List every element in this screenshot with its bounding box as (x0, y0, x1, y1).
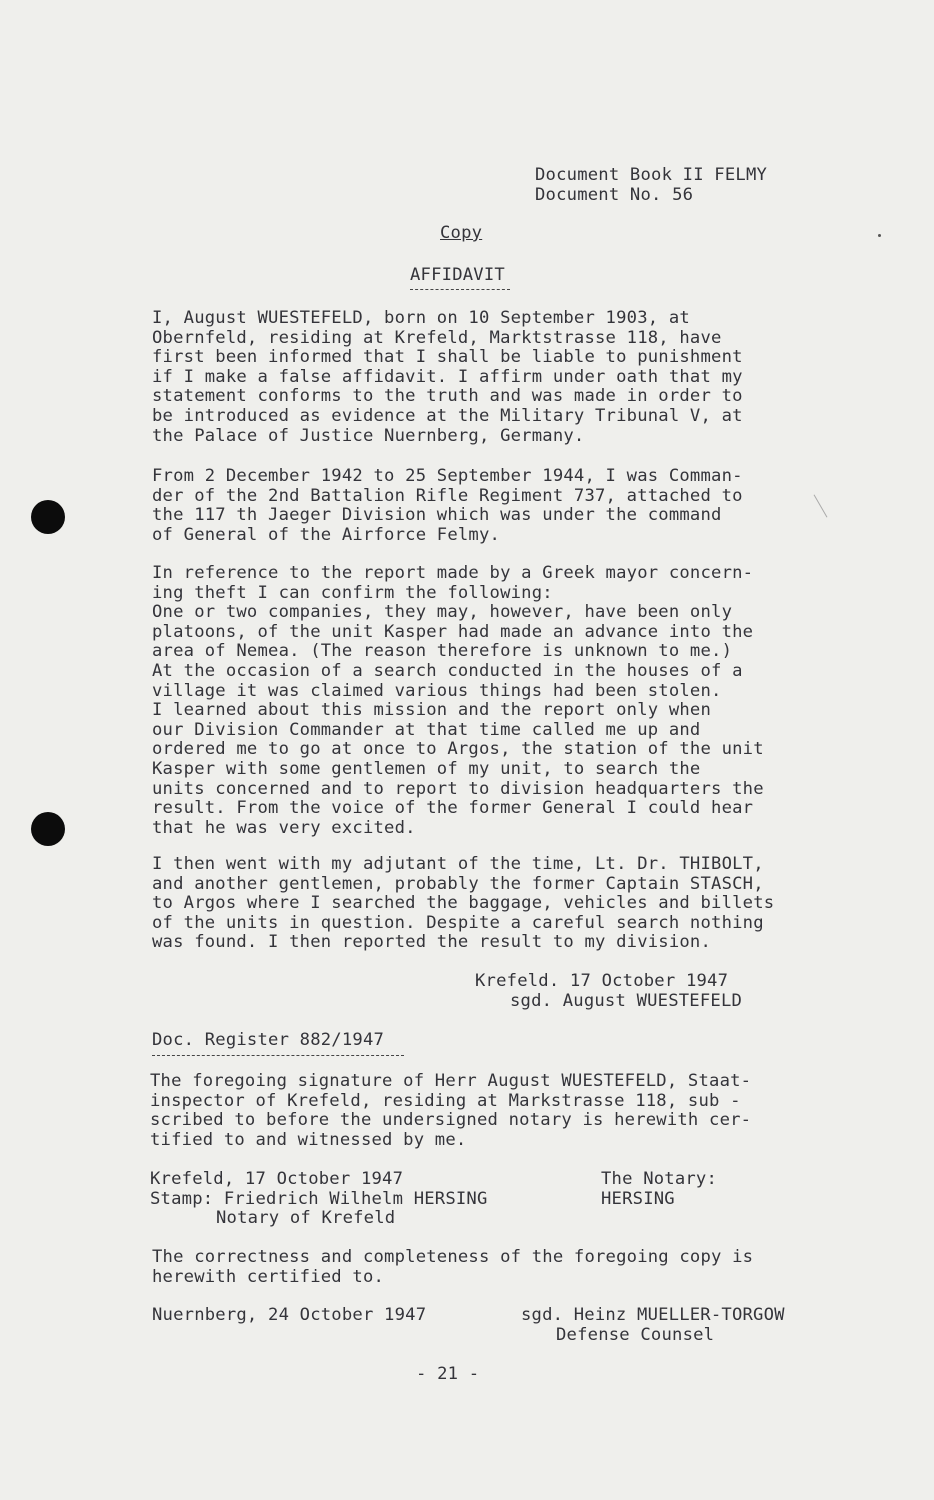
document-book: Document Book II FELMY (535, 165, 768, 185)
notary-stamp: Stamp: Friedrich Wilhelm HERSING (150, 1188, 488, 1209)
notary-stamp-block (150, 1170, 488, 1229)
signature-signed: sgd. August WUESTEFELD (510, 990, 743, 1011)
counsel-signature-block (521, 1306, 785, 1345)
paragraph-command: From 2 December 1942 to 25 September 1944, I was Comman- der of the 2nd Battalion Rifle Regiment 737, attached to the 117 th Jaeger Division which was under the command of General of the Airforce Felmy. (152, 466, 743, 545)
document-number: Document No. 56 (535, 184, 694, 205)
final-place-date: Nuernberg, 24 October 1947 (152, 1305, 427, 1325)
notary-place-date: Krefeld, 17 October 1947 (150, 1169, 404, 1189)
punch-hole (31, 812, 65, 846)
notary-stamp-title: Notary of Krefeld (216, 1208, 396, 1229)
notary-signature-block (601, 1170, 717, 1209)
register-underline (152, 1055, 404, 1056)
notary-statement: The foregoing signature of Herr August WUESTEFELD, Staat- inspector of Krefeld, residing at Markstrasse 118, sub - scribed to before the undersigned notary is herewith cer- tified to and witnessed by me. (150, 1071, 752, 1150)
paragraph-oath: I, August WUESTEFELD, born on 10 September 1903, at Obernfeld, residing at Krefeld, Marktstrasse 118, have first been informed that I shall be liable to punishment if I make a false affidavit. I affirm under oath that my statement conforms to the truth and was made in order to be introduced as evidence at the Military Tribunal V, at the Palace of Justice Nuernberg, Germany. (152, 308, 743, 446)
paper-speck (878, 234, 881, 237)
counsel-role: Defense Counsel (556, 1324, 715, 1345)
paper-mark (814, 494, 828, 517)
document-reference (535, 166, 767, 205)
affiant-signature (475, 972, 742, 1011)
signature-place-date: Krefeld. 17 October 1947 (475, 971, 729, 991)
affidavit-title: AFFIDAVIT (410, 265, 505, 285)
copy-label: Copy (440, 223, 483, 243)
notary-name: HERSING (601, 1188, 675, 1209)
title-underline (410, 289, 510, 290)
paragraph-report: In reference to the report made by a Greek mayor concern- ing theft I can confirm the following: One or two companies, they may, however, have been only platoons, of the unit Kasper had made an advance into the area of Nemea. (The reason therefore is unknown to me.) At the occasion of a search conducted in the houses of a village it was claimed various things had been stolen. I learned about this mission and the report only when our Division Commander at that time called me up and ordered me to go at once to Argos, the station of the unit Kasper with some gentlemen of my unit, to search the units concerned and to report to division headquarters the result. From the voice of the former General I could hear that he was very excited. (152, 563, 764, 838)
paragraph-search: I then went with my adjutant of the time, Lt. Dr. THIBOLT, and another gentlemen, probably the former Captain STASCH, to Argos where I searched the baggage, vehicles and billets of the units in question. Despite a careful search nothing was found. I then reported the result to my division. (152, 854, 775, 953)
notary-label: The Notary: (601, 1169, 718, 1189)
certification-statement: The correctness and completeness of the foregoing copy is herewith certified to. (152, 1247, 754, 1287)
page-number: - 21 - (416, 1364, 480, 1384)
doc-register: Doc. Register 882/1947 (152, 1030, 385, 1050)
punch-hole (31, 500, 65, 534)
counsel-signed: sgd. Heinz MUELLER-TORGOW (521, 1305, 785, 1325)
